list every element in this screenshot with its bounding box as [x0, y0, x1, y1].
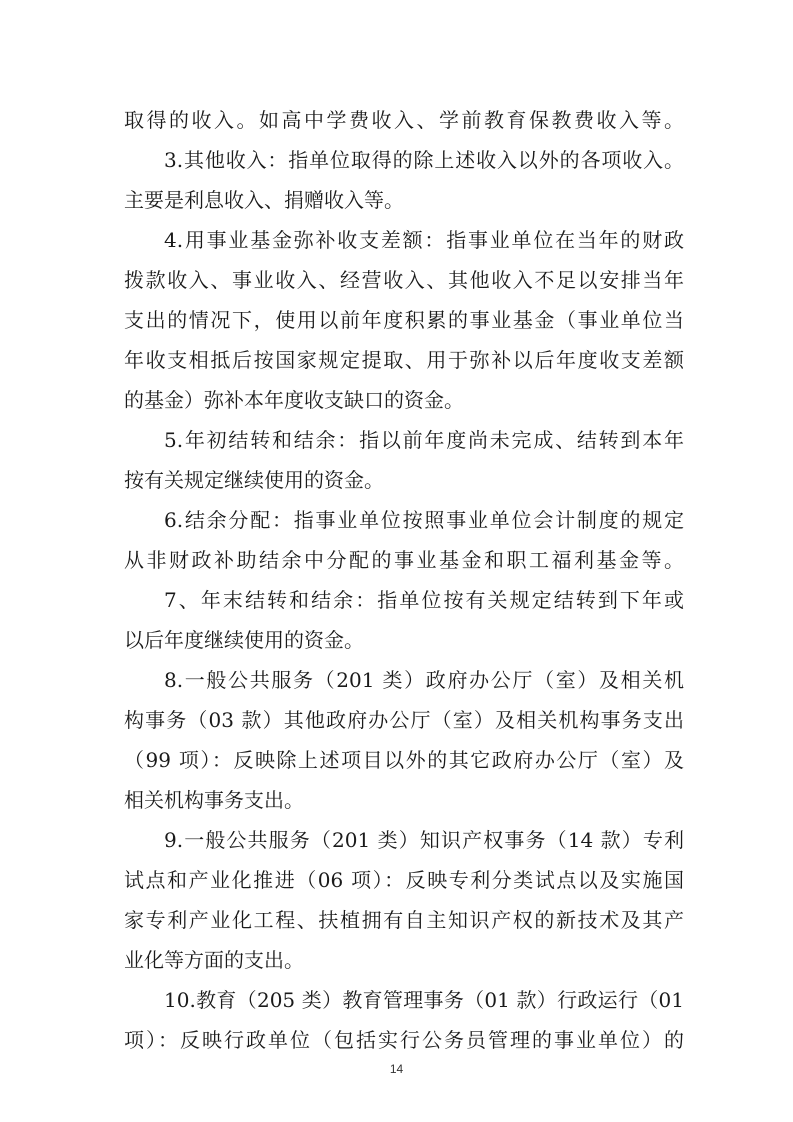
text-line: 构事务（03 款）其他政府办公厅（室）及相关机构事务支出: [124, 708, 684, 732]
text-line: 9.一般公共服务（201 类）知识产权事务（14 款）专利: [164, 828, 684, 852]
text-line: 6.结余分配：指事业单位按照事业单位会计制度的规定: [164, 508, 684, 532]
text-line: 按有关规定继续使用的资金。: [124, 468, 384, 492]
text-line: 取得的收入。如高中学费收入、学前教育保教费收入等。: [124, 108, 684, 132]
page-number: 14: [389, 1062, 404, 1076]
text-line: 从非财政补助结余中分配的事业基金和职工福利基金等。: [124, 548, 684, 572]
text-line: 相关机构事务支出。: [124, 788, 304, 812]
text-line: 项）：反映行政单位（包括实行公务员管理的事业单位）的: [124, 1028, 684, 1052]
text-line: 7、年末结转和结余：指单位按有关规定结转到下年或: [164, 588, 684, 612]
text-line: 主要是利息收入、捐赠收入等。: [124, 188, 404, 212]
text-line: 家专利产业化工程、扶植拥有自主知识产权的新技术及其产: [124, 908, 684, 932]
text-line: 试点和产业化推进（06 项）：反映专利分类试点以及实施国: [124, 868, 684, 892]
text-line: 拨款收入、事业收入、经营收入、其他收入不足以安排当年: [124, 268, 684, 292]
text-line: 的基金）弥补本年度收支缺口的资金。: [124, 388, 464, 412]
text-line: 支出的情况下，使用以前年度积累的事业基金（事业单位当: [124, 308, 684, 332]
text-line: 年收支相抵后按国家规定提取、用于弥补以后年度收支差额: [124, 348, 684, 372]
text-line: 4.用事业基金弥补收支差额：指事业单位在当年的财政: [164, 228, 684, 252]
text-line: 业化等方面的支出。: [124, 948, 304, 972]
text-line: 8.一般公共服务（201 类）政府办公厅（室）及相关机: [164, 668, 684, 692]
text-line: （99 项）：反映除上述项目以外的其它政府办公厅（室）及: [124, 748, 684, 772]
text-line: 10.教育（205 类）教育管理事务（01 款）行政运行（01: [164, 988, 684, 1012]
text-line: 5.年初结转和结余：指以前年度尚未完成、结转到本年: [164, 428, 684, 452]
text-line: 3.其他收入：指单位取得的除上述收入以外的各项收入。: [164, 148, 684, 172]
text-line: 以后年度继续使用的资金。: [124, 628, 364, 652]
